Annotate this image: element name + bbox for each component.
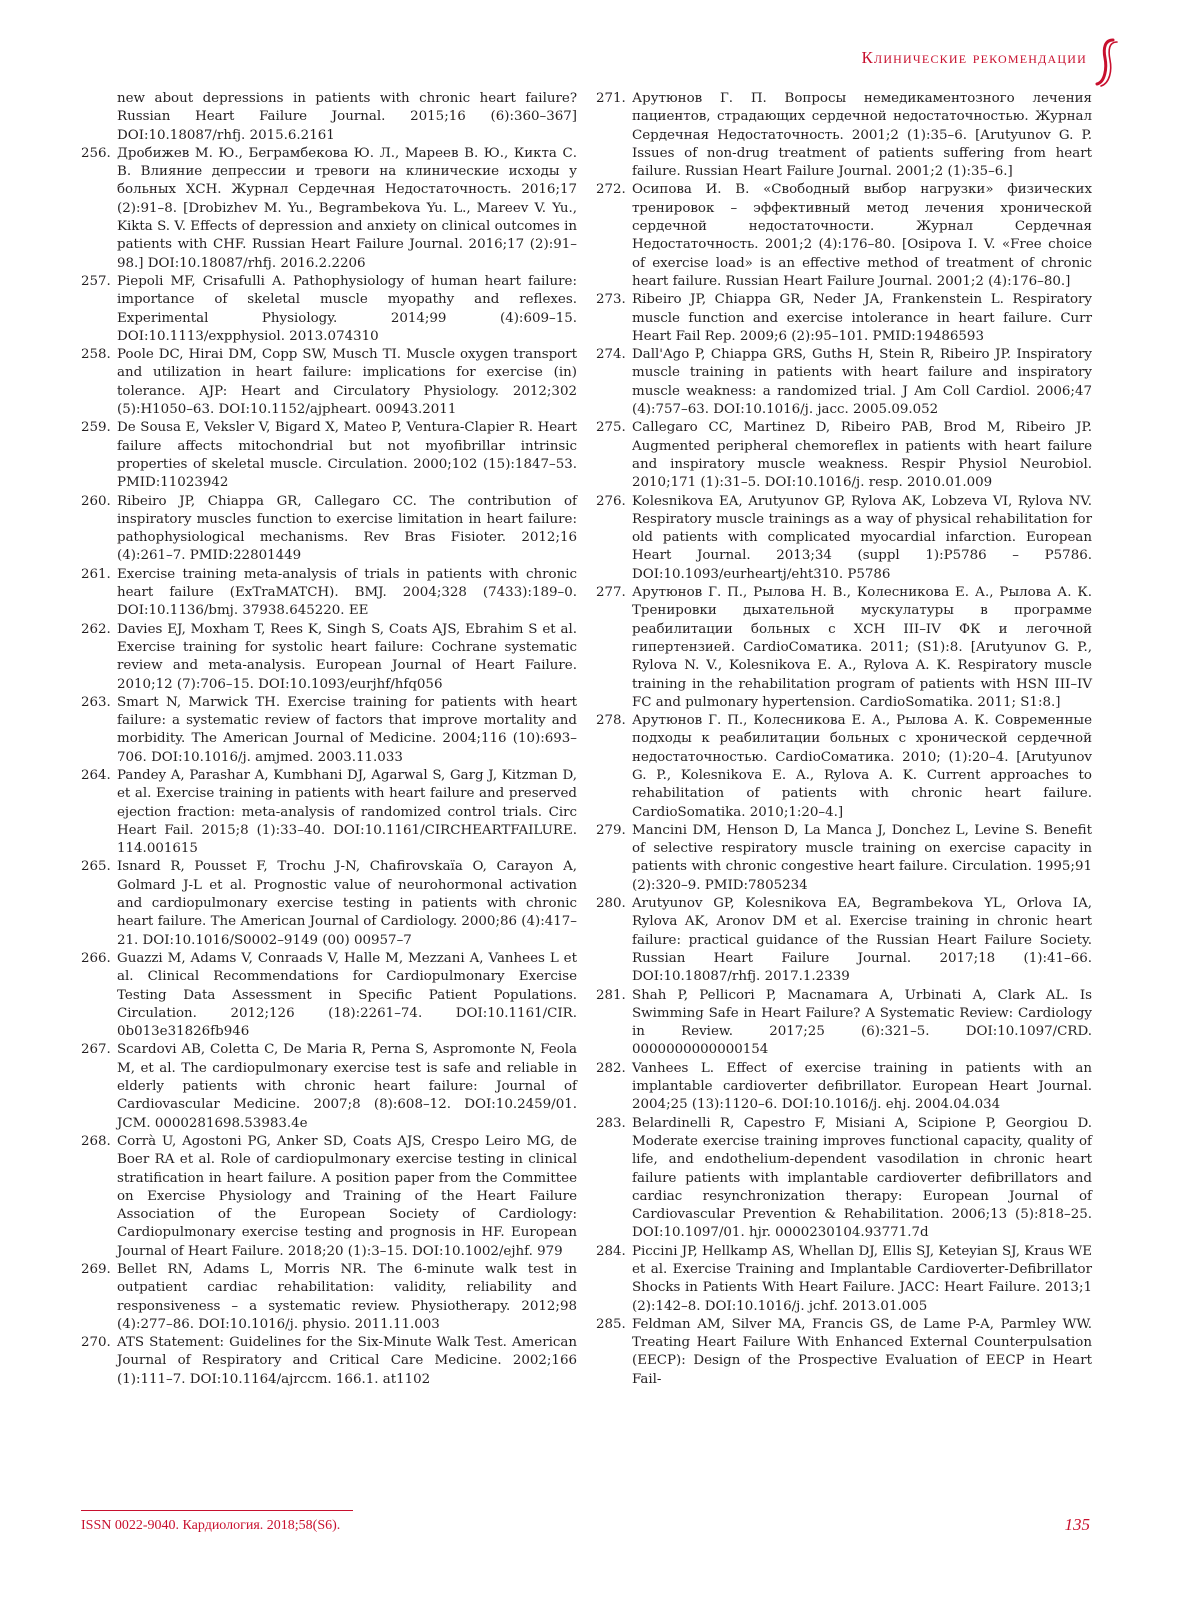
reference-item bbox=[81, 621, 577, 694]
right-column bbox=[596, 90, 1092, 1389]
journal-info: ISSN 0022-9040. Кардиология. 2018;58(S6). bbox=[81, 1518, 341, 1533]
reference-text: Kolesnikova EA, Arutyunov GP, Rylova AK, Lobzeva VI, Rylova NV. Respiratory muscle trainings as a way of physical rehabilitation for old patients with complicated myocardial infarction. European Heart Journal. 2013;34 (suppl 1):P5786 – P5786. DOI:10.1093/eurheartj/eht310. P5786 bbox=[632, 493, 1092, 582]
reference-text: Vanhees L. Effect of exercise training in patients with an implantable cardioverter defibrillator. European Heart Journal. 2004;25 (13):1120–6. DOI:10.1016/j. ehj. 2004.04.034 bbox=[632, 1060, 1092, 1113]
reference-number: 282. bbox=[596, 1060, 626, 1076]
reference-item bbox=[596, 1060, 1092, 1115]
reference-number: 280. bbox=[596, 896, 626, 912]
reference-item bbox=[81, 566, 577, 621]
reference-number: 268. bbox=[81, 1133, 111, 1149]
reference-text: Арутюнов Г. П., Колесникова Е. А., Рылова А. К. Современные подходы к реабилитации больных с хронической сердечной недостаточностью. CardioСоматика. 2010; (1):20–4. [Arutyunov G. P., Kolesnikova E. A., Rylova A. K. Current approaches to rehabilitation of patients with chronic heart failure. CardioSomatika. 2010;1:20–4.] bbox=[632, 713, 1092, 820]
reference-text: Mancini DM, Henson D, La Manca J, Donchez L, Levine S. Benefit of selective respiratory muscle training on exercise capacity in patients with chronic congestive heart failure. Circulation. 1995;91 (2):320–9. PMID:7805234 bbox=[632, 822, 1092, 893]
page-number: 135 bbox=[1064, 1515, 1090, 1534]
left-reference-list bbox=[81, 145, 577, 1389]
reference-item bbox=[596, 822, 1092, 895]
right-reference-list bbox=[596, 90, 1092, 1389]
integral-s-logo bbox=[1091, 36, 1123, 88]
reference-text: Guazzi M, Adams V, Conraads V, Halle M, Mezzani A, Vanhees L et al. Clinical Recommendations for Cardiopulmonary Exercise Testing Data Assessment in Specific Patient Populations. Circulation. 2012;126 (18):2261–74. DOI:10.1161/CIR. 0b013e31826fb946 bbox=[117, 950, 577, 1040]
reference-item bbox=[81, 145, 577, 273]
reference-number: 259. bbox=[81, 420, 111, 436]
reference-item bbox=[596, 181, 1092, 291]
reference-text: ATS Statement: Guidelines for the Six-Minute Walk Test. American Journal of Respiratory and Critical Care Medicine. 2002;166 (1):111–7. DOI:10.1164/ajrccm. 166.1. at1102 bbox=[117, 1335, 577, 1387]
reference-item bbox=[81, 493, 577, 566]
reference-item bbox=[596, 346, 1092, 419]
reference-item bbox=[81, 858, 577, 949]
reference-item bbox=[81, 1334, 577, 1389]
reference-number: 273. bbox=[596, 292, 626, 308]
reference-item bbox=[81, 419, 577, 492]
reference-text: De Sousa E, Veksler V, Bigard X, Mateo P, Ventura-Clapier R. Heart failure affects mitochondrial but not myofibrillar intrinsic properties of skeletal muscle. Circulation. 2000;102 (15):1847–53. PMID:11023942 bbox=[117, 420, 577, 491]
reference-number: 278. bbox=[596, 713, 626, 729]
reference-continuation: new about depressions in patients with chronic heart failure? Russian Heart Failure Journal. 2015;16 (6):360–367] DOI:10.18087/rhfj. 2015.6.2161 bbox=[117, 91, 577, 143]
reference-text: Bellet RN, Adams L, Morris NR. The 6-minute walk test in outpatient cardiac rehabilitation: validity, reliability and responsiveness – a systematic review. Physiotherapy. 2012;98 (4):277–86. DOI:10.1016/j. physio. 2011.11.003 bbox=[117, 1262, 577, 1332]
reference-item bbox=[81, 694, 577, 767]
reference-number: 270. bbox=[81, 1335, 111, 1351]
reference-number: 276. bbox=[596, 493, 626, 509]
reference-item bbox=[81, 1261, 577, 1334]
reference-text: Арутюнов Г. П., Рылова Н. В., Колесникова Е. А., Рылова А. К. Тренировки дыхательной мускулатуры в программе реабилитации больных с ХСН III–IV ФК и легочной гипертензией. CardioСоматика. 2011; (S1):8. [Arutyunov G. P., Rylova N. V., Kolesnikova E. A., Rylova A. K. Respiratory muscle training in the rehabilitation program of patients with HSN III–IV FC and pulmonary hypertension. CardioSomatika. 2011; S1:8.] bbox=[632, 585, 1092, 710]
reference-number: 262. bbox=[81, 621, 111, 637]
reference-number: 277. bbox=[596, 585, 626, 601]
reference-number: 263. bbox=[81, 694, 111, 710]
reference-text: Dall'Ago P, Chiappa GRS, Guths H, Stein R, Ribeiro JP. Inspiratory muscle training in patients with heart failure and inspiratory muscle weakness: a randomized trial. J Am Coll Cardiol. 2006;47 (4):757–63. DOI:10.1016/j. jacc. 2005.09.052 bbox=[632, 347, 1092, 418]
reference-number: 261. bbox=[81, 566, 111, 582]
reference-item bbox=[81, 767, 577, 858]
reference-text: Ribeiro JP, Chiappa GR, Callegaro CC. The contribution of inspiratory muscles function to exercise limitation in heart failure: pathophysiological mechanisms. Rev Bras Fisioter. 2012;16 (4):261–7. PMID:22801449 bbox=[117, 493, 577, 564]
reference-number: 285. bbox=[596, 1316, 626, 1332]
reference-number: 279. bbox=[596, 822, 626, 838]
reference-item bbox=[81, 1041, 577, 1132]
reference-number: 257. bbox=[81, 273, 111, 289]
reference-number: 264. bbox=[81, 767, 111, 783]
reference-text: Осипова И. В. «Свободный выбор нагрузки» физических тренировок – эффективный метод лечения хронической сердечной недостаточности. Журнал Сердечная Недостаточность. 2001;2 (4):176–80. [Osipova I. V. «Free choice of exercise load» is an effective method of treatment of chronic heart failure. Russian Heart Failure Journal. 2001;2 (4):176–80.] bbox=[632, 182, 1092, 289]
reference-item bbox=[596, 90, 1092, 181]
reference-number: 269. bbox=[81, 1262, 111, 1277]
reference-text: Davies EJ, Moxham T, Rees K, Singh S, Coats AJS, Ebrahim S et al. Exercise training for systolic heart failure: Cochrane systematic review and meta-analysis. European Journal of Heart Failure. 2010;12 (7):706–15. DOI:10.1093/eurjhf/hfq056 bbox=[117, 621, 577, 692]
reference-text: Arutyunov GP, Kolesnikova EA, Begrambekova YL, Orlova IA, Rylova AK, Aronov DM et al. Exercise training in chronic heart failure: practical guidance of the Russian Heart Failure Society. Russian Heart Failure Journal. 2017;18 (1):41–66. DOI:10.18087/rhfj. 2017.1.2339 bbox=[632, 896, 1092, 985]
reference-text: Belardinelli R, Capestro F, Misiani A, Scipione P, Georgiou D. Moderate exercise training improves functional capacity, quality of life, and endothelium-dependent vasodilation in chronic heart failure patients with implantable cardioverter defibrillators and cardiac resynchronization therapy: European Journal of Cardiovascular Prevention & Rehabilitation. 2006;13 (5):818–25. DOI:10.1097/01. hjr. 0000230104.93771.7d bbox=[632, 1115, 1092, 1241]
reference-text: Smart N, Marwick TH. Exercise training for patients with heart failure: a systematic review of factors that improve mortality and morbidity. The American Journal of Medicine. 2004;116 (10):693–706. DOI:10.1016/j. amjmed. 2003.11.033 bbox=[117, 694, 577, 765]
reference-text: Pandey A, Parashar A, Kumbhani DJ, Agarwal S, Garg J, Kitzman D, et al. Exercise training in patients with heart failure and preserved ejection fraction: meta-analysis of randomized control trials. Circ Heart Fail. 2015;8 (1):33–40. DOI:10.1161/CIRCHEARTFAILURE. 114.001615 bbox=[117, 767, 577, 857]
left-column bbox=[81, 90, 577, 1389]
reference-text: Дробижев М. Ю., Беграмбекова Ю. Л., Мареев В. Ю., Кикта С. В. Влияние депрессии и тревоги на клинические исходы у больных ХСН. Журнал Сердечная Недостаточность. 2016;17 (2):91–8. [Drobizhev M. Yu., Begrambekova Yu. L., Mareev V. Yu., Kikta S. V. Effects of depression and anxiety on clinical outcomes in patients with CHF. Russian Heart Failure Journal. 2016;17 (2):91–98.] DOI:10.18087/rhfj. 2016.2.2206 bbox=[117, 145, 577, 271]
reference-item bbox=[81, 950, 577, 1041]
reference-text: Feldman AM, Silver MA, Francis GS, de Lame P-A, Parmley WW. Treating Heart Failure With Enhanced External Counterpulsation (EECP): Design of the Prospective Evaluation of EECP in Heart Fail- bbox=[632, 1316, 1092, 1387]
reference-text: Piccini JP, Hellkamp AS, Whellan DJ, Ellis SJ, Keteyian SJ, Kraus WE et al. Exercise Training and Implantable Cardioverter-Defibrillator Shocks in Patients With Heart Failure. JACC: Heart Failure. 2013;1 (2):142–8. DOI:10.1016/j. jchf. 2013.01.005 bbox=[632, 1243, 1092, 1314]
reference-number: 274. bbox=[596, 347, 626, 363]
reference-number: 260. bbox=[81, 493, 111, 509]
reference-text: Арутюнов Г. П. Вопросы немедикаментозного лечения пациентов, страдающих сердечной недостаточностью. Журнал Сердечная Недостаточность. 2001;2 (1):35–6. [Arutyunov G. P. Issues of non-drug treatment of patients suffering from heart failure. Russian Heart Failure Journal. 2001;2 (1):35–6.] bbox=[632, 91, 1092, 180]
reference-item bbox=[81, 346, 577, 419]
footer-divider bbox=[81, 1510, 353, 1511]
reference-item bbox=[81, 273, 577, 346]
reference-item bbox=[596, 987, 1092, 1060]
reference-item bbox=[596, 712, 1092, 822]
reference-number: 256. bbox=[81, 145, 111, 161]
reference-item bbox=[596, 493, 1092, 584]
reference-item bbox=[596, 895, 1092, 986]
reference-item bbox=[81, 1133, 577, 1261]
reference-number: 266. bbox=[81, 950, 111, 966]
reference-number: 271. bbox=[596, 91, 626, 106]
reference-number: 272. bbox=[596, 182, 626, 198]
reference-text: Shah P, Pellicori P, Macnamara A, Urbinati A, Clark AL. Is Swimming Safe in Heart Failure? A Systematic Review: Cardiology in Review. 2017;25 (6):321–5. DOI:10.1097/CRD. 0000000000000154 bbox=[632, 987, 1092, 1058]
reference-item bbox=[596, 1243, 1092, 1316]
reference-item bbox=[596, 584, 1092, 712]
reference-text: Scardovi AB, Coletta C, De Maria R, Perna S, Aspromonte N, Feola M, et al. The cardiopulmonary exercise test is safe and reliable in elderly patients with chronic heart failure: Journal of Cardiovascular Medicine. 2007;8 (8):608–12. DOI:10.2459/01. JCM. 0000281698.53983.4e bbox=[117, 1042, 577, 1131]
reference-item bbox=[596, 1316, 1092, 1389]
reference-text: Poole DC, Hirai DM, Copp SW, Musch TI. Muscle oxygen transport and utilization in heart failure: implications for exercise (in) tolerance. AJP: Heart and Circulatory Physiology. 2012;302 (5):H1050–63. DOI:10.1152/ajpheart. 00943.2011 bbox=[117, 347, 577, 418]
section-title: Клинические рекомендации bbox=[861, 48, 1087, 67]
reference-text: Isnard R, Pousset F, Trochu J-N, Chafirovskaïa O, Carayon A, Golmard J-L et al. Prognostic value of neurohormonal activation and cardiopulmonary exercise testing in patients with chronic heart failure. The American Journal of Cardiology. 2000;86 (4):417–21. DOI:10.1016/S0002–9149 (00) 00957–7 bbox=[117, 859, 577, 948]
reference-text: Piepoli MF, Crisafulli A. Pathophysiology of human heart failure: importance of skeletal muscle myopathy and reflexes. Experimental Physiology. 2014;99 (4):609–15. DOI:10.1113/expphysiol. 2013.074310 bbox=[117, 273, 577, 344]
reference-number: 284. bbox=[596, 1243, 626, 1259]
reference-item bbox=[596, 419, 1092, 492]
reference-text: Callegaro CC, Martinez D, Ribeiro PAB, Brod M, Ribeiro JP. Augmented peripheral chemoreflex in patients with heart failure and inspiratory muscle weakness. Respir Physiol Neurobiol. 2010;171 (1):31–5. DOI:10.1016/j. resp. 2010.01.009 bbox=[632, 420, 1092, 491]
reference-number: 283. bbox=[596, 1115, 626, 1131]
reference-text: Ribeiro JP, Chiappa GR, Neder JA, Frankenstein L. Respiratory muscle function and exercise intolerance in heart failure. Curr Heart Fail Rep. 2009;6 (2):95–101. PMID:19486593 bbox=[632, 292, 1092, 344]
reference-number: 267. bbox=[81, 1042, 111, 1058]
reference-text: Corrà U, Agostoni PG, Anker SD, Coats AJS, Crespo Leiro MG, de Boer RA et al. Role of cardiopulmonary exercise testing in clinical stratification in heart failure. A position paper from the Committee on Exercise Physiology and Training of the Heart Failure Association of the European Society of Cardiology: Cardiopulmonary exercise testing and prognosis in HF. European Journal of Heart Failure. 2018;20 (1):3–15. DOI:10.1002/ejhf. 979 bbox=[117, 1133, 577, 1259]
reference-number: 265. bbox=[81, 859, 111, 875]
reference-number: 258. bbox=[81, 347, 111, 363]
reference-item bbox=[596, 291, 1092, 346]
reference-item bbox=[596, 1115, 1092, 1243]
reference-text: Exercise training meta-analysis of trials in patients with chronic heart failure (ExTraMATCH). BMJ. 2004;328 (7433):189–0. DOI:10.1136/bmj. 37938.645220. EE bbox=[117, 566, 577, 619]
reference-number: 281. bbox=[596, 987, 626, 1003]
reference-number: 275. bbox=[596, 420, 626, 436]
